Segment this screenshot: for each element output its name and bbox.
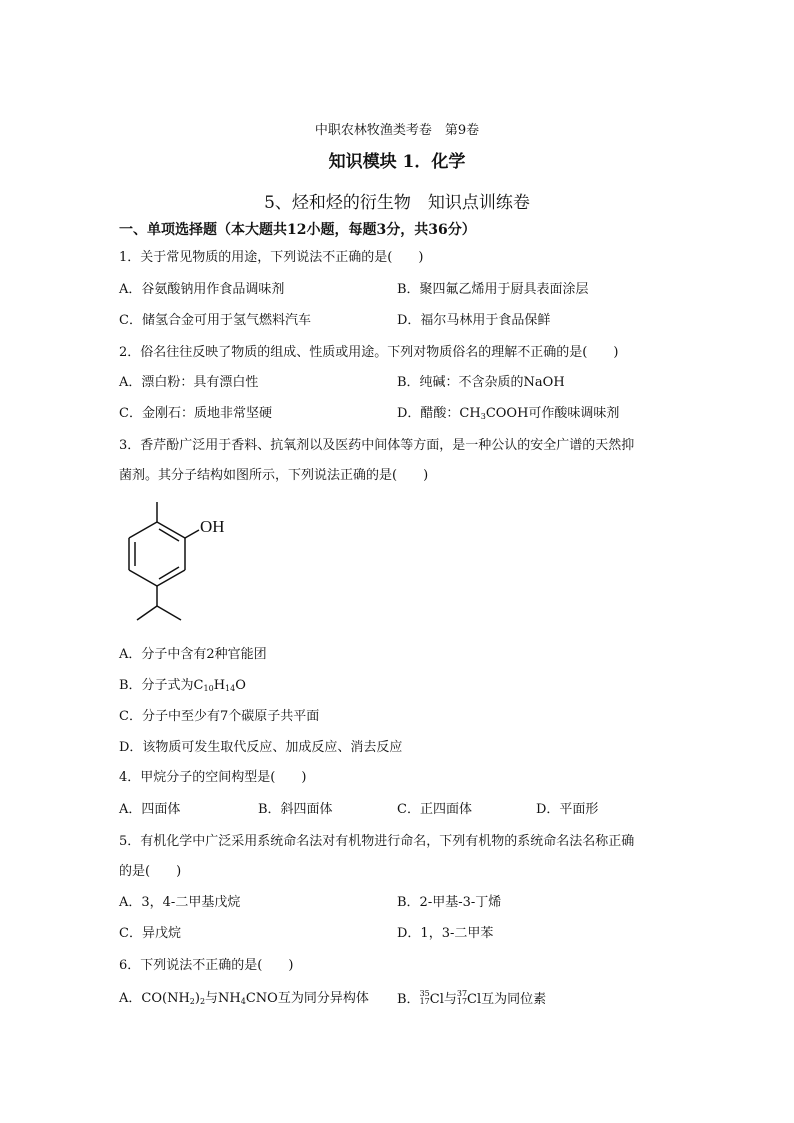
question-6-option-b: B． 35 17 Cl与 37 17 Cl互为同位素 [397, 989, 547, 1007]
question-3-stem-line2: 菌剂。其分子结构如图所示，下列说法正确的是( ) [119, 468, 429, 483]
question-1-option-b: B．聚四氟乙烯用于厨具表面涂层 [397, 282, 589, 297]
module-title: 知识模块 1．化学 [328, 152, 466, 172]
question-4-option-b: B．斜四面体 [258, 802, 333, 817]
question-2-stem: 2．俗名往往反映了物质的组成、性质或用途。下列对物质俗名的理解不正确的是( ) [119, 345, 619, 360]
question-1-option-c: C．储氢合金可用于氢气燃料汽车 [119, 313, 311, 328]
question-4-option-a: A．四面体 [119, 802, 181, 817]
question-3-option-a: A．分子中含有2种官能团 [119, 647, 267, 662]
question-5-stem-line2: 的是( ) [119, 864, 182, 879]
question-3-option-d: D．该物质可发生取代反应、加成反应、消去反应 [119, 740, 403, 755]
question-1-option-a: A．谷氨酸钠用作食品调味剂 [119, 282, 285, 297]
question-6-stem: 6．下列说法不正确的是( ) [119, 958, 294, 973]
question-4-option-c: C．正四面体 [397, 802, 472, 817]
question-4-option-d: D．平面形 [536, 802, 599, 817]
question-5-option-a: A．3，4-二甲基戊烷 [119, 895, 241, 910]
question-2-option-d: D．醋酸：$CH_3COOH$可作酸味调味剂 [397, 406, 620, 421]
question-6-option-a: A．$CO(NH_2)_2$与$NH_4CNO$互为同分异构体 [119, 991, 369, 1006]
question-2-option-a: A．漂白粉：具有漂白性 [119, 375, 259, 390]
oh-label: OH [200, 517, 225, 536]
question-5-option-b: B．2-甲基-3-丁烯 [397, 895, 502, 910]
question-2-option-b: B．纯碱：不含杂质的NaOH [397, 375, 565, 390]
section-title: 一、单项选择题（本大题共12小题，每题3分，共36分） [119, 222, 476, 238]
question-5-stem-line1: 5．有机化学中广泛采用系统命名法对有机物进行命名，下列有机物的系统命名法名称正确 [119, 834, 635, 849]
question-5-option-c: C．异戊烷 [119, 926, 181, 941]
exam-header-line: 中职农林牧渔类考卷 第9卷 [314, 123, 480, 138]
question-3-option-c: C．分子中至少有7个碳原子共平面 [119, 709, 320, 724]
question-4-stem: 4．甲烷分子的空间构型是( ) [119, 770, 307, 785]
paper-title: 5、烃和烃的衍生物 知识点训练卷 [264, 193, 530, 213]
question-3-stem-line1: 3．香芹酚广泛用于香料、抗氧剂以及医药中间体等方面，是一种公认的安全广谱的天然抑 [119, 438, 635, 453]
carvacrol-structure [119, 500, 239, 630]
question-3-option-b: B．分子式为$C_{10}H_{14}O$ [119, 678, 246, 693]
question-1-stem: 1．关于常见物质的用途，下列说法不正确的是( ) [119, 250, 424, 265]
question-2-option-c: C．金刚石：质地非常坚硬 [119, 406, 272, 421]
question-5-option-d: D．1，3-二甲苯 [397, 926, 494, 941]
question-1-option-d: D．福尔马林用于食品保鲜 [397, 313, 551, 328]
